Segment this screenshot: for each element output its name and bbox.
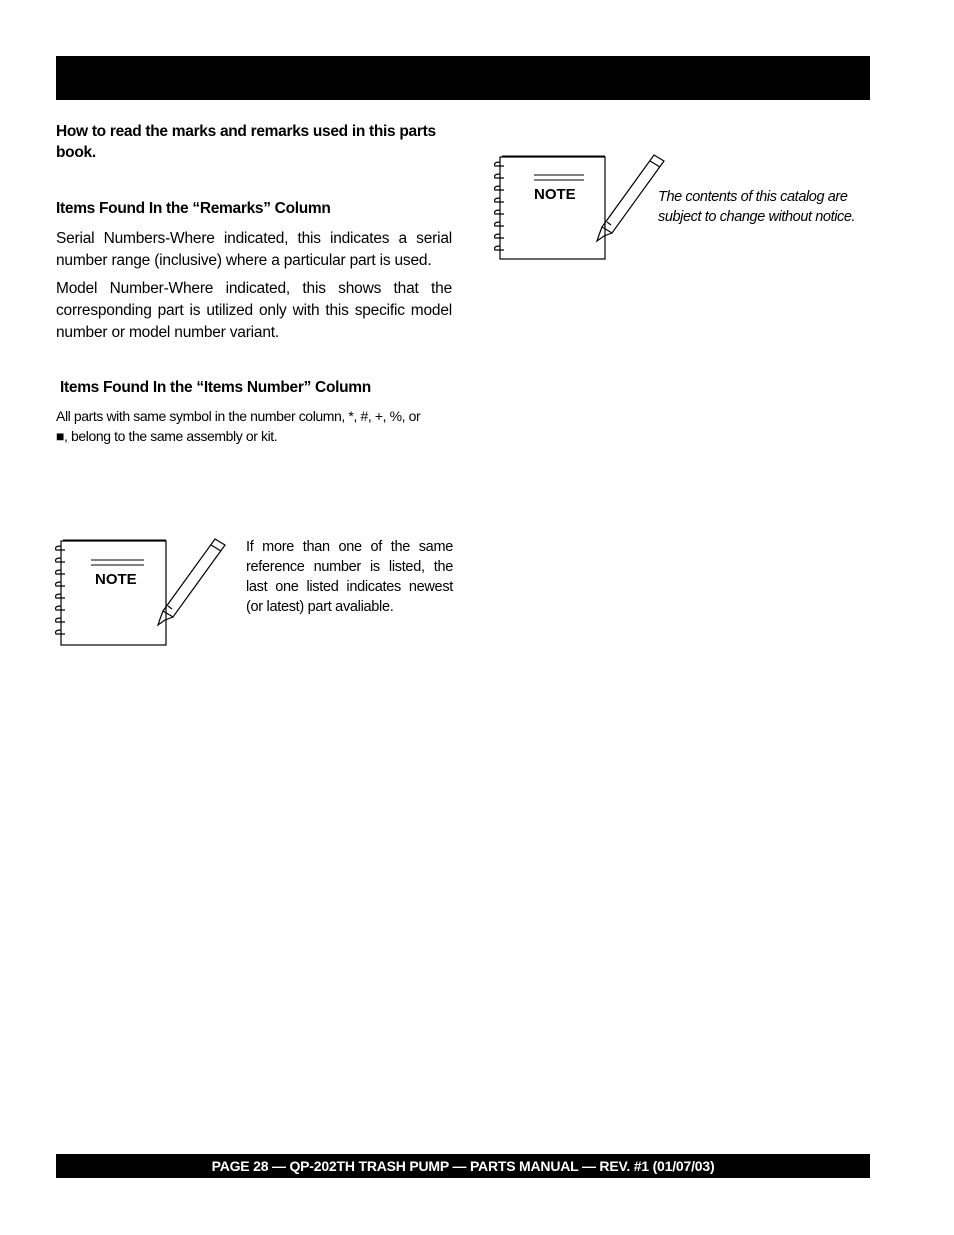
items-symbols: *, #, +, %, or — [348, 408, 421, 424]
items-paragraph — [56, 406, 456, 446]
intro-heading: How to read the marks and remarks used in this parts book. — [56, 123, 436, 161]
items-text-line1: All parts with same symbol in the number column, — [56, 408, 349, 424]
remarks-heading: Items Found In the “Remarks” Column — [56, 200, 331, 217]
header-bar — [56, 56, 870, 100]
notebook-pencil-icon — [55, 536, 231, 648]
note-right-text: The contents of this catalog are subject to change without notice. — [658, 189, 856, 225]
remarks-paragraph-model: Model Number-Where indicated, this shows that the corresponding part is utilized only with this specific model number or model number variant. — [56, 280, 452, 341]
note-label-right: NOTE — [534, 186, 576, 203]
items-heading: Items Found In the “Items Number” Column — [60, 379, 371, 396]
footer-bar: PAGE 28 — QP-202TH TRASH PUMP — PARTS MANUAL — REV. #1 (01/07/03) — [56, 1154, 870, 1178]
items-text-line2: ■, belong to the same assembly or kit. — [56, 428, 278, 444]
notebook-pencil-icon — [494, 152, 670, 264]
note-label-left: NOTE — [95, 571, 137, 588]
note-left-text: If more than one of the same reference number is listed, the last one listed indicates newest (or latest) part avaliable. — [246, 539, 453, 615]
remarks-paragraph-serial: Serial Numbers-Where indicated, this indicates a serial number range (inclusive) where a particular part is used. — [56, 230, 452, 269]
